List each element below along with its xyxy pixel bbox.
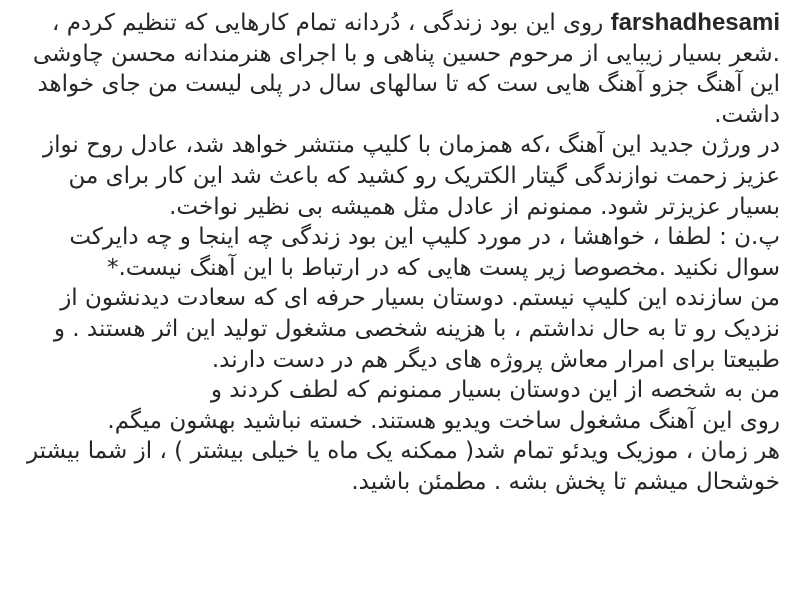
- caption-line: عزیز زحمت نوازندگی گیتار الکتریک رو کشید که باعث شد این کار برای من: [68, 162, 780, 189]
- caption-line: من به شخصه از این دوستان بسیار ممنونم که لطف کردند و: [210, 377, 780, 404]
- caption-line: روی این آهنگ مشغول ساخت ویدیو هستند. خسته نباشید بهشون میگم.: [107, 407, 780, 434]
- caption-line: این آهنگ جزو آهنگ هایی ست که تا سالهای سال در پلی لیست من جای خواهد: [37, 71, 780, 98]
- username-link[interactable]: farshadhesami: [610, 9, 780, 36]
- post-caption: [22, 8, 780, 498]
- caption-line: خوشحال میشم تا پخش بشه . مطمئن باشید.: [351, 468, 780, 495]
- caption-line: داشت.: [714, 101, 780, 128]
- caption-line: در ورژن جدید این آهنگ ،که همزمان با کلیپ منتشر خواهد شد، عادل روح نواز: [43, 132, 780, 159]
- caption-line: طبیعتا برای امرار معاش پروژه های دیگر هم در دست دارند.: [211, 346, 780, 373]
- caption-line: پ.ن : لطفا ، خواهشا ، در مورد کلیپ این بود زندگی چه اینجا و چه دایرکت: [69, 224, 780, 251]
- caption-line: بسیار عزیزتر شود. ممنونم از عادل مثل همیشه بی نظیر نواخت.: [169, 193, 780, 220]
- caption-text: روی این بود زندگی ، دُردانه تمام کارهایی که تنظیم کردم ،: [51, 10, 604, 36]
- caption-line: من سازنده این کلیپ نیستم. دوستان بسیار حرفه ای که سعادت دیدنشون از: [60, 285, 780, 312]
- caption-line: .شعر بسیار زیبایی از مرحوم حسین پناهی و با اجرای هنرمندانه محسن چاوشی: [32, 40, 780, 67]
- caption-line: سوال نکنید .مخصوصا زیر پست هایی که در ارتباط با این آهنگ نیست.*: [106, 254, 780, 281]
- caption-line: هر زمان ، موزیک ویدئو تمام شد( ممکنه یک ماه یا خیلی بیشتر ) ، از شما بیشتر: [26, 438, 780, 465]
- caption-line-1: [22, 8, 780, 39]
- caption-line: نزدیک رو تا به حال نداشتم ، با هزینه شخصی مشغول تولید این اثر هستند . و: [53, 315, 780, 342]
